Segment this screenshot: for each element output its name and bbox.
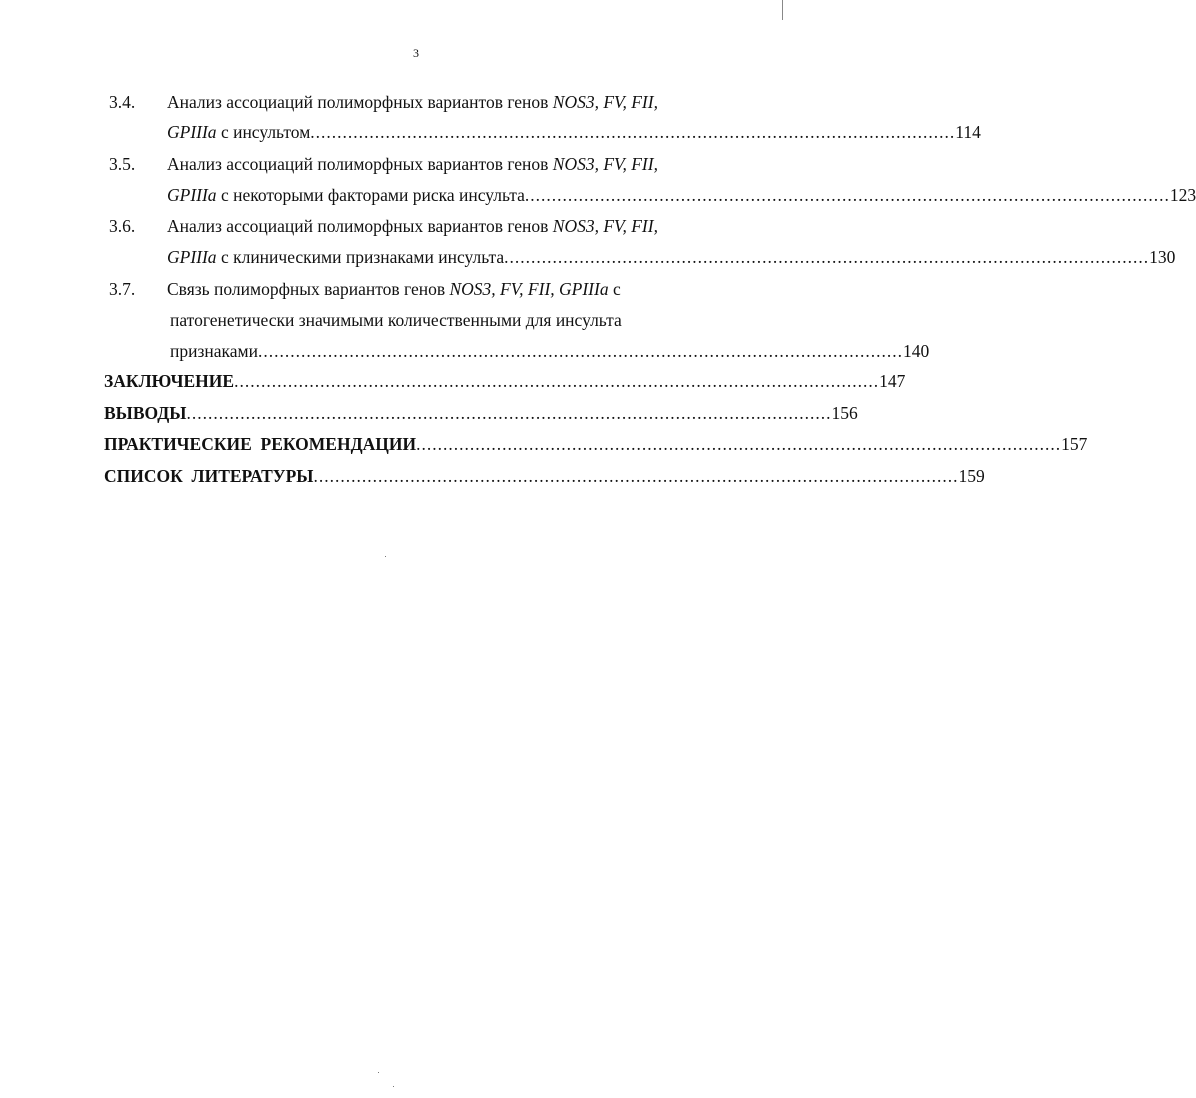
scan-speck <box>378 1072 379 1073</box>
section-title-line2: GPIIIa с инсультом ........................................................................................................................ 114 <box>167 122 981 142</box>
chapter-title: ЗАКЛЮЧЕНИЕ <box>104 371 235 391</box>
page-ref: 140 <box>902 341 930 361</box>
toc-entry-conclusion[interactable] <box>104 370 906 392</box>
page-ref: 130 <box>1149 247 1176 267</box>
section-title-line2: GPIIIa с некоторыми факторами риска инсульта ........................................................................................................................ 123 <box>167 185 1196 205</box>
section-title-line2: патогенетически значимыми количественными для инсульта <box>170 310 622 330</box>
toc-entry-references[interactable] <box>104 465 985 487</box>
page-ref: 156 <box>831 403 858 423</box>
chapter-title: СПИСОК ЛИТЕРАТУРЫ <box>104 466 314 486</box>
section-title-line1: Анализ ассоциаций полиморфных вариантов генов NOS3, FV, FII, <box>167 92 658 112</box>
leader-dots: ........................................................................................................................ <box>310 122 956 142</box>
section-number: 3.6. <box>109 216 136 236</box>
page-ref: 123 <box>1169 185 1196 205</box>
page-ref: 157 <box>1061 434 1088 454</box>
chapter-title: ВЫВОДЫ <box>104 403 187 423</box>
leader-dots: ........................................................................................................................ <box>504 247 1150 267</box>
toc-entry-recommendations[interactable] <box>104 433 1088 455</box>
scan-speck <box>385 556 386 557</box>
section-title-line1: Анализ ассоциаций полиморфных вариантов генов NOS3, FV, FII, <box>167 216 658 236</box>
page-ref: 114 <box>955 122 981 142</box>
leader-dots: ........................................................................................................................ <box>416 434 1062 454</box>
chapter-title: ПРАКТИЧЕСКИЕ РЕКОМЕНДАЦИИ <box>104 434 417 454</box>
section-number: 3.4. <box>109 92 136 112</box>
scan-edge-mark <box>782 0 783 20</box>
leader-dots: ........................................................................................................................ <box>257 341 903 361</box>
page-number: 3 <box>413 46 419 60</box>
page-ref: 147 <box>879 371 906 391</box>
leader-dots: ........................................................................................................................ <box>234 371 880 391</box>
scan-speck <box>393 1086 394 1087</box>
section-title-line2: GPIIIa с клиническими признаками инсульта ........................................................................................................................ 130 <box>167 247 1176 267</box>
page-ref: 159 <box>958 466 985 486</box>
leader-dots: ........................................................................................................................ <box>524 185 1170 205</box>
toc-entry-findings[interactable] <box>104 402 858 424</box>
leader-dots: ........................................................................................................................ <box>313 466 959 486</box>
section-title-line3: признаками ........................................................................................................................ 140 <box>170 341 930 361</box>
leader-dots: ........................................................................................................................ <box>186 403 832 423</box>
section-title-line1: Анализ ассоциаций полиморфных вариантов генов NOS3, FV, FII, <box>167 154 658 174</box>
section-number: 3.7. <box>109 279 136 299</box>
section-number: 3.5. <box>109 154 136 174</box>
section-title-line1: Связь полиморфных вариантов генов NOS3, FV, FII, GPIIIa с <box>167 279 621 299</box>
